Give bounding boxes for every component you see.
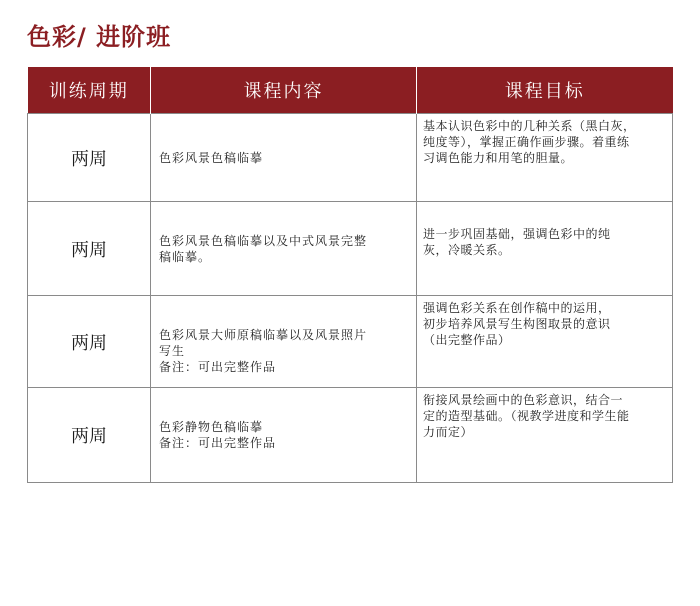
content-line: 色彩风景色稿临摹以及中式风景完整 xyxy=(159,233,368,248)
goal-line: 基本认识色彩中的几种关系（黑白灰， xyxy=(423,119,636,133)
goal-cell xyxy=(417,296,673,388)
period-cell: 两周 xyxy=(28,114,151,202)
content-cell xyxy=(151,388,417,483)
table-row xyxy=(28,388,673,483)
goal-line: 进一步巩固基础，强调色彩中的纯 xyxy=(423,227,611,241)
content-cell xyxy=(151,114,417,202)
content-cell xyxy=(151,296,417,388)
period-cell: 两周 xyxy=(28,388,151,483)
goal-line: （出完整作品） xyxy=(423,333,511,347)
content-line: 写生 xyxy=(159,343,186,358)
course-table xyxy=(27,67,673,483)
goal-line: 定的造型基础。（视教学进度和学生能 xyxy=(423,409,630,423)
goal-line: 初步培养风景写生构图取景的意识 xyxy=(423,317,611,331)
goal-line: 强调色彩关系在创作稿中的运用， xyxy=(423,301,611,315)
goal-line: 灰，冷暖关系。 xyxy=(423,243,511,257)
content-line: 备注：可出完整作品 xyxy=(159,436,277,450)
period-cell: 两周 xyxy=(28,202,151,296)
goal-cell xyxy=(417,202,673,296)
table-row xyxy=(28,114,673,202)
content-line: 稿临摹。 xyxy=(159,249,212,264)
table-row xyxy=(28,296,673,388)
period-cell: 两周 xyxy=(28,296,151,388)
goal-line: 纯度等），掌握正确作画步骤。着重练 xyxy=(423,135,630,149)
goal-line: 衔接风景绘画中的色彩意识，结合一 xyxy=(423,393,624,407)
table-row xyxy=(28,202,673,296)
goal-line: 力而定） xyxy=(423,425,474,439)
page-title: 色彩/ 进阶班 xyxy=(27,23,172,51)
content-line: 备注：可出完整作品 xyxy=(159,359,277,374)
table-header-row xyxy=(28,67,673,114)
content-line: 色彩静物色稿临摹 xyxy=(159,420,264,434)
goal-cell xyxy=(417,114,673,202)
column-header-goal: 课程目标 xyxy=(417,67,673,114)
content-cell xyxy=(151,202,417,296)
content-line: 色彩风景色稿临摹 xyxy=(159,150,264,165)
column-header-content: 课程内容 xyxy=(151,67,417,114)
goal-cell xyxy=(417,388,673,483)
goal-line: 习调色能力和用笔的胆量。 xyxy=(423,151,574,165)
content-line: 色彩风景大师原稿临摹以及风景照片 xyxy=(159,327,368,342)
column-header-period: 训练周期 xyxy=(28,67,151,114)
